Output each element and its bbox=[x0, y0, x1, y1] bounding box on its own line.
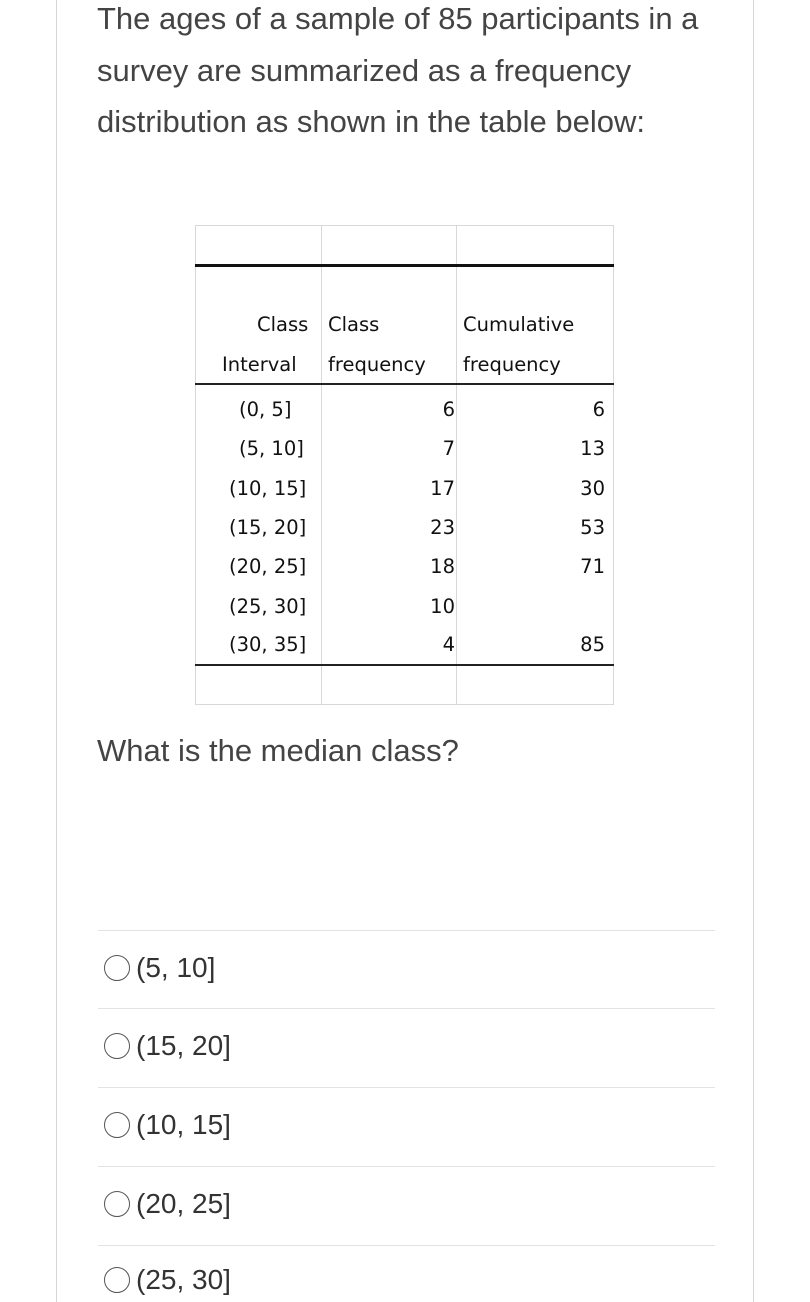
table-gridline bbox=[613, 225, 614, 705]
option-label: (10, 15] bbox=[136, 1109, 231, 1140]
interval-cell: (15, 20] bbox=[229, 516, 307, 539]
cumulative-cell: 30 bbox=[580, 477, 605, 500]
table-gridline bbox=[195, 225, 614, 226]
frequency-cell: 10 bbox=[430, 595, 455, 618]
option-5-10[interactable] bbox=[104, 948, 215, 988]
radio-button[interactable] bbox=[104, 1267, 130, 1293]
option-divider bbox=[98, 1008, 715, 1009]
option-10-15[interactable] bbox=[104, 1105, 231, 1145]
frequency-cell: 18 bbox=[430, 555, 455, 578]
option-label: (25, 30] bbox=[136, 1264, 231, 1295]
interval-cell: (10, 15] bbox=[229, 477, 307, 500]
frame-border-right bbox=[753, 0, 754, 1302]
cumulative-cell: 53 bbox=[580, 516, 605, 539]
header-cumulative: Cumulative bbox=[463, 313, 575, 336]
option-divider bbox=[98, 1245, 715, 1246]
median-question: What is the median class? bbox=[97, 733, 459, 768]
option-25-30[interactable] bbox=[104, 1260, 231, 1300]
option-divider bbox=[98, 1166, 715, 1167]
frequency-cell: 7 bbox=[442, 437, 455, 460]
radio-button[interactable] bbox=[104, 955, 130, 981]
cumulative-cell: 6 bbox=[592, 398, 605, 421]
cumulative-cell: 13 bbox=[580, 437, 605, 460]
frequency-cell: 17 bbox=[430, 477, 455, 500]
table-top-rule bbox=[195, 264, 614, 267]
cumulative-cell: 71 bbox=[580, 555, 605, 578]
option-divider bbox=[98, 1087, 715, 1088]
frequency-cell: 4 bbox=[442, 633, 455, 656]
radio-button[interactable] bbox=[104, 1033, 130, 1059]
option-divider bbox=[98, 930, 715, 931]
table-gridline bbox=[321, 225, 322, 705]
frame-border-left bbox=[56, 0, 57, 1302]
question-text: The ages of a sample of 85 participants in a survey are summarized as a frequency distribution as shown in the table below: bbox=[97, 1, 699, 139]
table-gridline bbox=[195, 225, 196, 705]
frequency-cell: 6 bbox=[442, 398, 455, 421]
header-class: Class bbox=[257, 313, 309, 336]
option-label: (5, 10] bbox=[136, 952, 216, 983]
header-interval: Interval bbox=[222, 353, 297, 376]
header-frequency: frequency bbox=[328, 353, 426, 376]
interval-cell: (30, 35] bbox=[229, 633, 307, 656]
interval-cell: (20, 25] bbox=[229, 555, 307, 578]
table-gridline bbox=[195, 704, 614, 705]
option-label: (20, 25] bbox=[136, 1188, 231, 1219]
option-label: (15, 20] bbox=[136, 1030, 231, 1061]
radio-button[interactable] bbox=[104, 1112, 130, 1138]
frequency-table bbox=[195, 225, 615, 705]
table-header-rule bbox=[195, 383, 614, 385]
option-20-25[interactable] bbox=[104, 1184, 231, 1224]
frequency-cell: 23 bbox=[430, 516, 455, 539]
table-gridline bbox=[456, 225, 457, 705]
header-class: Class bbox=[328, 313, 380, 336]
table-bottom-rule bbox=[195, 664, 614, 666]
interval-cell: (0, 5] bbox=[239, 398, 292, 421]
option-15-20[interactable] bbox=[104, 1026, 231, 1066]
interval-cell: (5, 10] bbox=[239, 437, 304, 460]
radio-button[interactable] bbox=[104, 1191, 130, 1217]
interval-cell: (25, 30] bbox=[229, 595, 307, 618]
header-frequency: frequency bbox=[463, 353, 561, 376]
cumulative-cell: 85 bbox=[580, 633, 605, 656]
